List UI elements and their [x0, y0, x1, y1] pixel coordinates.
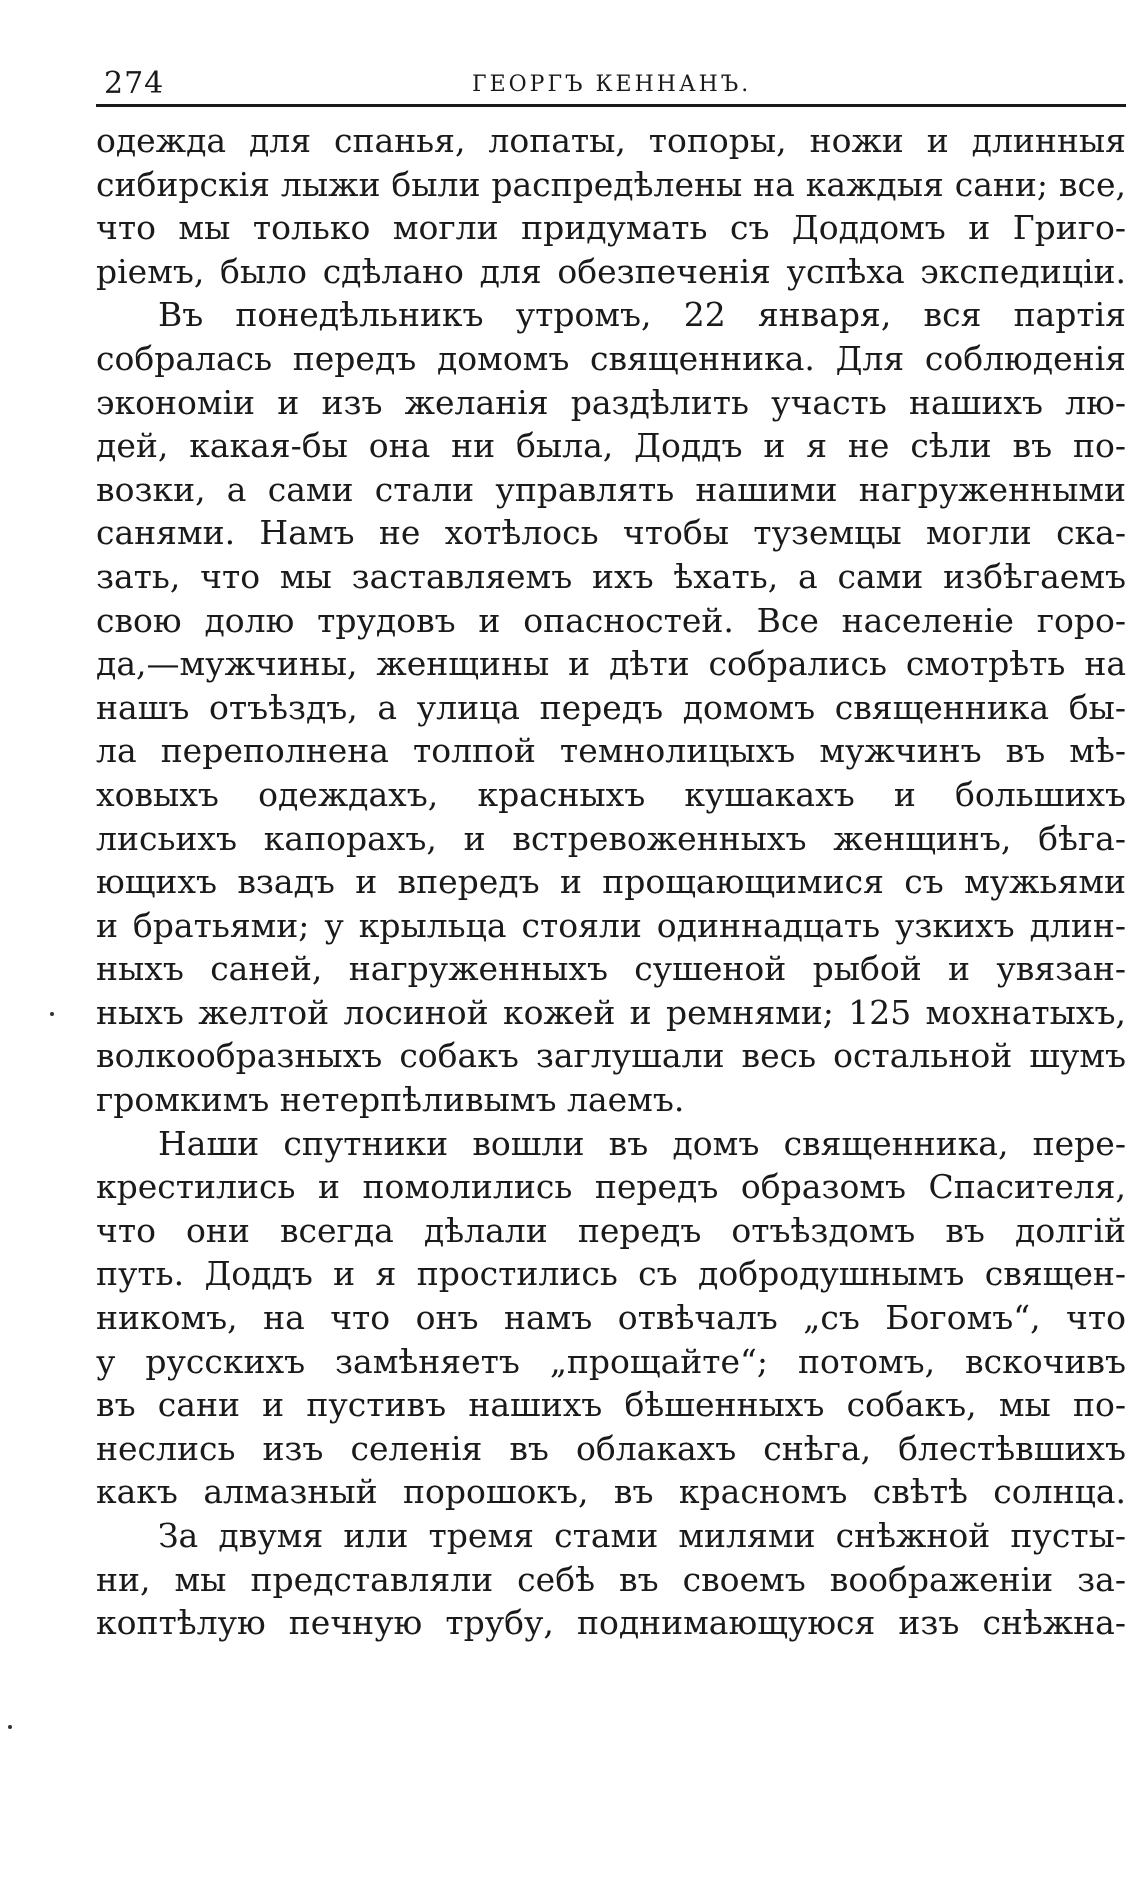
text-line: крестились и помолились передъ образомъ Спасителя,: [96, 1167, 1126, 1207]
text-line: ла переполнена толпой темнолицыхъ мужчинъ въ мѣ-: [96, 731, 1126, 771]
text-line: сибирскія лыжи были распредѣлены на каждыя сани; все,: [96, 164, 1126, 204]
text-line: ни, мы представляли себѣ въ своемъ воображеніи за-: [96, 1559, 1126, 1599]
text-line: какъ алмазный порошокъ, въ красномъ свѣтѣ солнца.: [96, 1472, 1126, 1512]
scan-speck: [8, 1725, 12, 1729]
page-number: 274: [104, 66, 165, 101]
text-line: ныхъ саней, нагруженныхъ сушеной рыбой и увязан-: [96, 949, 1126, 989]
text-line: санями. Намъ не хотѣлось чтобы туземцы могли ска-: [96, 513, 1126, 553]
text-line: дей, какая-бы она ни была, Доддъ и я не сѣли въ по-: [96, 426, 1126, 466]
text-line: ныхъ желтой лосиной кожей и ремнями; 125 мохнатыхъ,: [96, 992, 1126, 1032]
running-head: [96, 62, 1126, 107]
text-line: въ сани и пустивъ нашихъ бѣшенныхъ собакъ, мы по-: [96, 1385, 1126, 1425]
text-line: волкообразныхъ собакъ заглушали весь остальной шумъ: [96, 1036, 1126, 1076]
text-line: собралась передъ домомъ священника. Для соблюденія: [96, 338, 1126, 378]
body-text: [96, 119, 1126, 1645]
text-line: неслись изъ селенія въ облакахъ снѣга, блестѣвшихъ: [96, 1428, 1126, 1468]
running-title: ГЕОРГЪ КЕННАНЪ.: [472, 72, 752, 97]
text-line: путь. Доддъ и я простились съ добродушнымъ священ-: [96, 1254, 1126, 1294]
text-line: и братьями; у крыльца стояли одиннадцать узкихъ длин-: [96, 905, 1126, 945]
text-line: у русскихъ замѣняетъ „прощайте“; потомъ, вскочивъ: [96, 1341, 1126, 1381]
text-line: что они всегда дѣлали передъ отъѣздомъ въ долгій: [96, 1210, 1126, 1250]
text-line: ріемъ, было сдѣлано для обезпеченія успѣха экспедиціи.: [96, 251, 1126, 291]
scan-speck: [50, 1012, 54, 1016]
text-line: ющихъ взадъ и впередъ и прощающимися съ мужьями: [96, 862, 1126, 902]
text-line: что мы только могли придумать съ Доддомъ и Григо-: [96, 208, 1126, 248]
paragraph-first-line: Въ понедѣльникъ утромъ, 22 января, вся партія: [158, 295, 1126, 335]
text-line: экономіи и изъ желанія раздѣлить участь нашихъ лю-: [96, 382, 1126, 422]
paragraph-first-line: Наши спутники вошли въ домъ священника, пере-: [158, 1123, 1126, 1163]
text-line: да,—мужчины, женщины и дѣти собрались смотрѣть на: [96, 644, 1126, 684]
text-line: одежда для спанья, лопаты, топоры, ножи и длинныя: [96, 121, 1126, 160]
book-page: [96, 62, 1126, 1645]
text-line: ховыхъ одеждахъ, красныхъ кушакахъ и большихъ: [96, 774, 1126, 814]
text-line: никомъ, на что онъ намъ отвѣчалъ „съ Богомъ“, что: [96, 1298, 1126, 1338]
text-line: зать, что мы заставляемъ ихъ ѣхать, а сами избѣгаемъ: [96, 556, 1126, 596]
text-line: нашъ отъѣздъ, а улица передъ домомъ священника бы-: [96, 687, 1126, 727]
paragraph-last-line: громкимъ нетерпѣливымъ лаемъ.: [96, 1080, 685, 1120]
text-line: свою долю трудовъ и опасностей. Все населеніе горо-: [96, 600, 1126, 640]
text-line: коптѣлую печную трубу, поднимающуюся изъ снѣжна-: [96, 1603, 1126, 1643]
paragraph-first-line: За двумя или тремя стами милями снѣжной пусты-: [158, 1516, 1126, 1555]
text-line: возки, а сами стали управлять нашими нагруженными: [96, 469, 1126, 509]
text-line: лисьихъ капорахъ, и встревоженныхъ женщинъ, бѣга-: [96, 818, 1126, 858]
